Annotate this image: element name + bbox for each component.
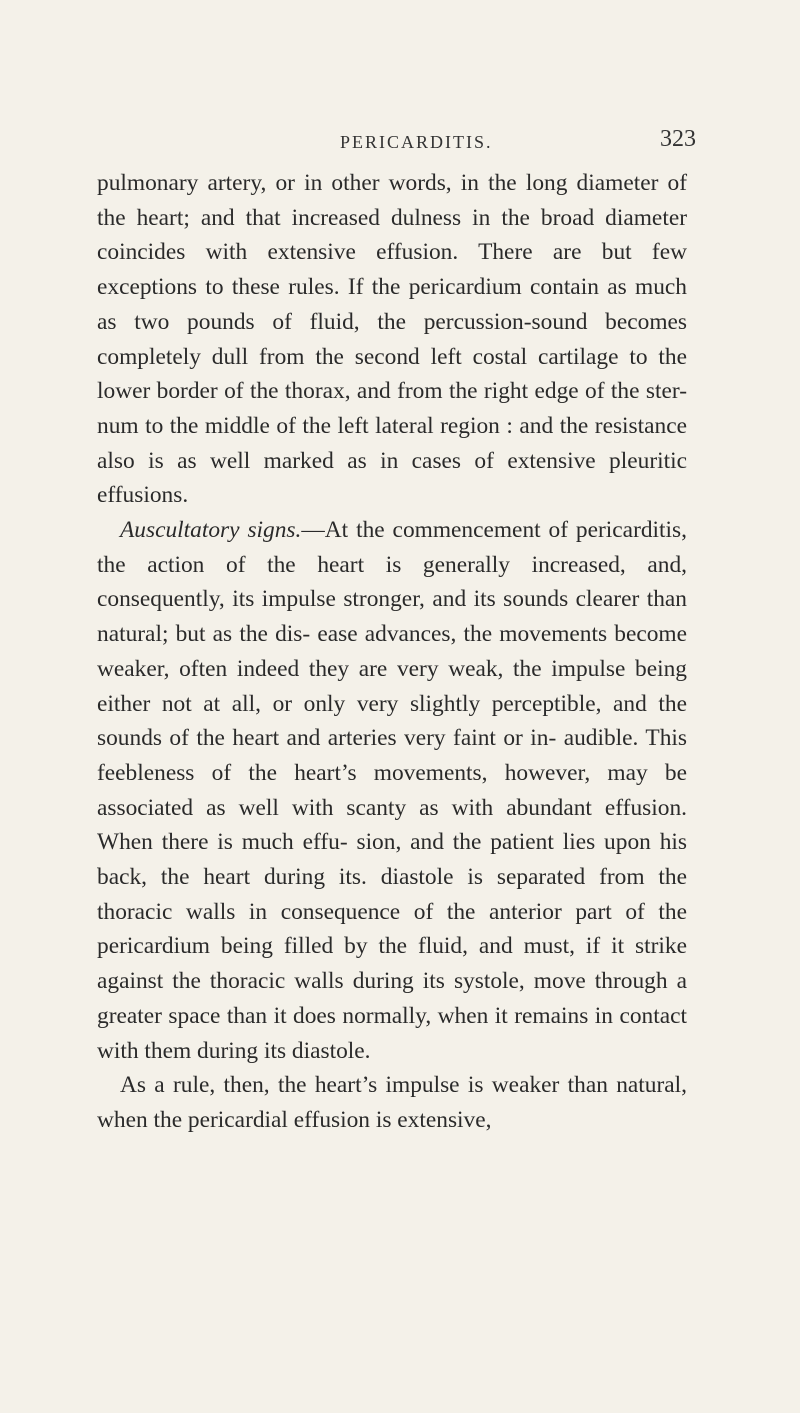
page-number: 323 — [660, 126, 696, 152]
running-title: PERICARDITIS. — [340, 132, 493, 152]
paragraph-1: pulmonary artery, or in other words, in the long diameter of the heart; and that increased dulness in the broad diameter coincides with extensive effusion. There are but few exceptions to these rules. If the pericardium contain as much as two pounds of fluid, the percussion-sound becomes completely dull from the second left costal cartilage to the lower border of the thorax, and from the right edge of the ster- num to the middle of the left lateral region : and the resistance also is as well marked as in cases of extensive pleuritic effusions. — [97, 170, 687, 509]
paragraph-2 — [97, 513, 687, 1068]
paragraph-2-text: —At the commencement of pericarditis, the action of the heart is generally increased, and, consequently, its impulse stronger, and its sounds clearer than natural; but as the dis- ease advances, the movements become weaker, often indeed they are very weak, the impulse being either not at all, or only very slightly perceptible, and the sounds of the heart and arteries very faint or in- audible. This feebleness of the heart’s movements, however, may be associated as well with scanty as with abundant effusion. When there is much effu- sion, and the patient lies upon his back, the heart during its. diastole is separated from the thoracic walls in consequence of the anterior part of the pericardium being filled by the fluid, and must, if it strike against the thoracic walls during its systole, move through a greater space than it does normally, when it remains in contact with them during its diastole. — [97, 517, 687, 1064]
section-heading-auscultatory: Auscultatory signs. — [120, 517, 302, 544]
paragraph-3: As a rule, then, the heart’s impulse is weaker than natural, when the pericardial effusion is extensive, — [97, 1072, 687, 1133]
body-text — [97, 166, 687, 1138]
